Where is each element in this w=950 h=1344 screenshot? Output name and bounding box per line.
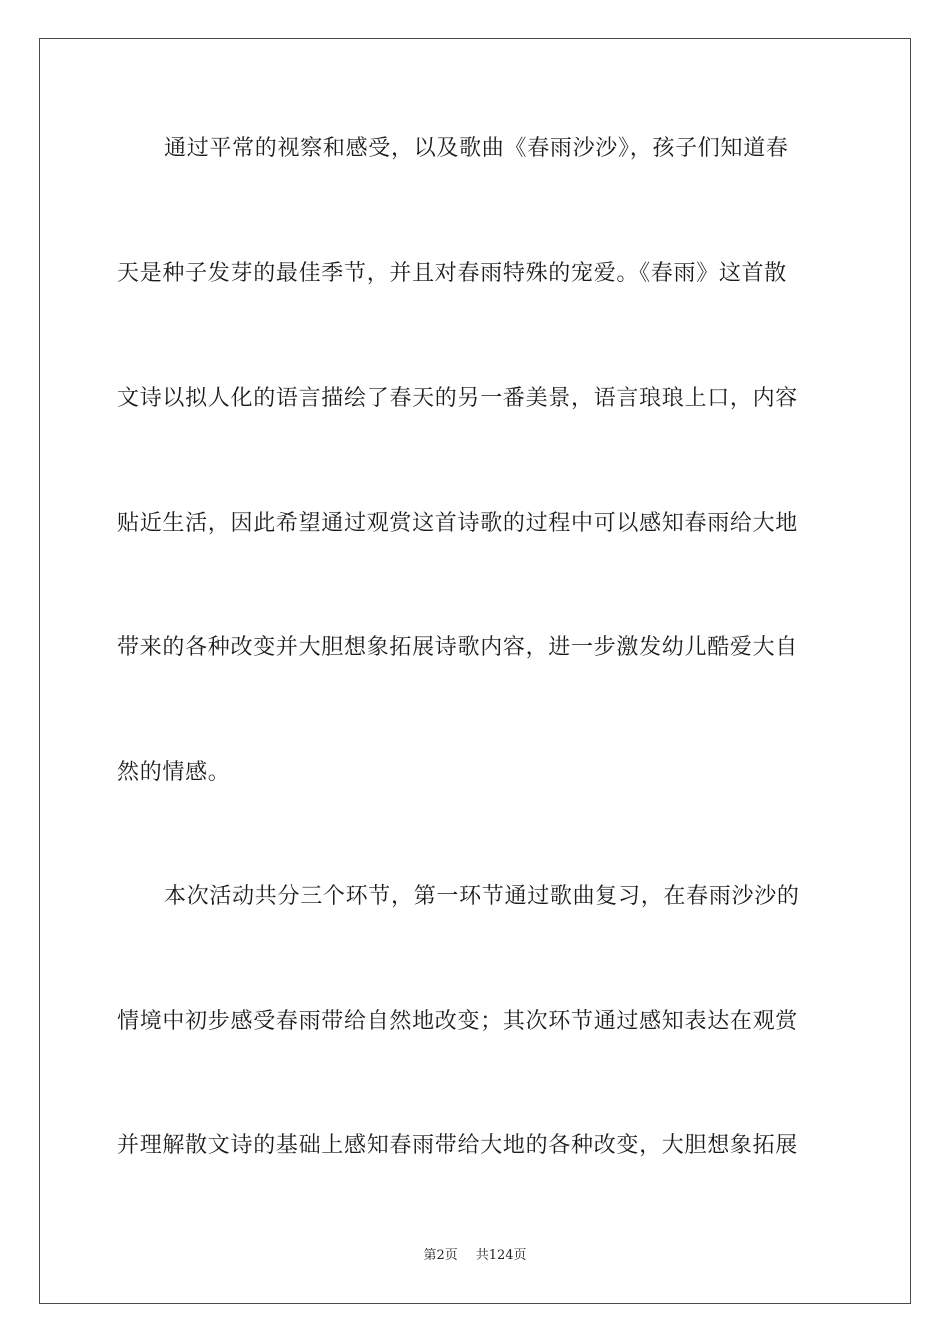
page-border — [39, 38, 911, 1304]
page-footer — [0, 1247, 950, 1265]
paragraph-1-line-2: 天是种子发芽的最佳季节，并且对春雨特殊的宠爱。《春雨》这首散 — [117, 261, 788, 286]
paragraph-2-line-3: 并理解散文诗的基础上感知春雨带给大地的各种改变，大胆想象拓展 — [117, 1133, 799, 1158]
paragraph-1-line-6: 然的情感。 — [117, 760, 231, 785]
paragraph-1-line-1: 通过平常的视察和感受，以及歌曲《春雨沙沙》，孩子们知道春 — [164, 136, 789, 161]
paragraph-1-line-4: 贴近生活，因此希望通过观赏这首诗歌的过程中可以感知春雨给大地 — [117, 511, 799, 536]
paragraph-1-line-5: 带来的各种改变并大胆想象拓展诗歌内容，进一步激发幼儿酷爱大自 — [117, 635, 799, 660]
paragraph-2-line-2: 情境中初步感受春雨带给自然地改变；其次环节通过感知表达在观赏 — [117, 1009, 799, 1034]
paragraph-2-line-1: 本次活动共分三个环节，第一环节通过歌曲复习，在春雨沙沙的 — [164, 884, 800, 909]
total-pages: 共124页 — [475, 1248, 527, 1263]
paragraph-1-line-3: 文诗以拟人化的语言描绘了春天的另一番美景，语言琅琅上口，内容 — [117, 386, 799, 411]
page-number: 第2页 — [423, 1248, 458, 1263]
